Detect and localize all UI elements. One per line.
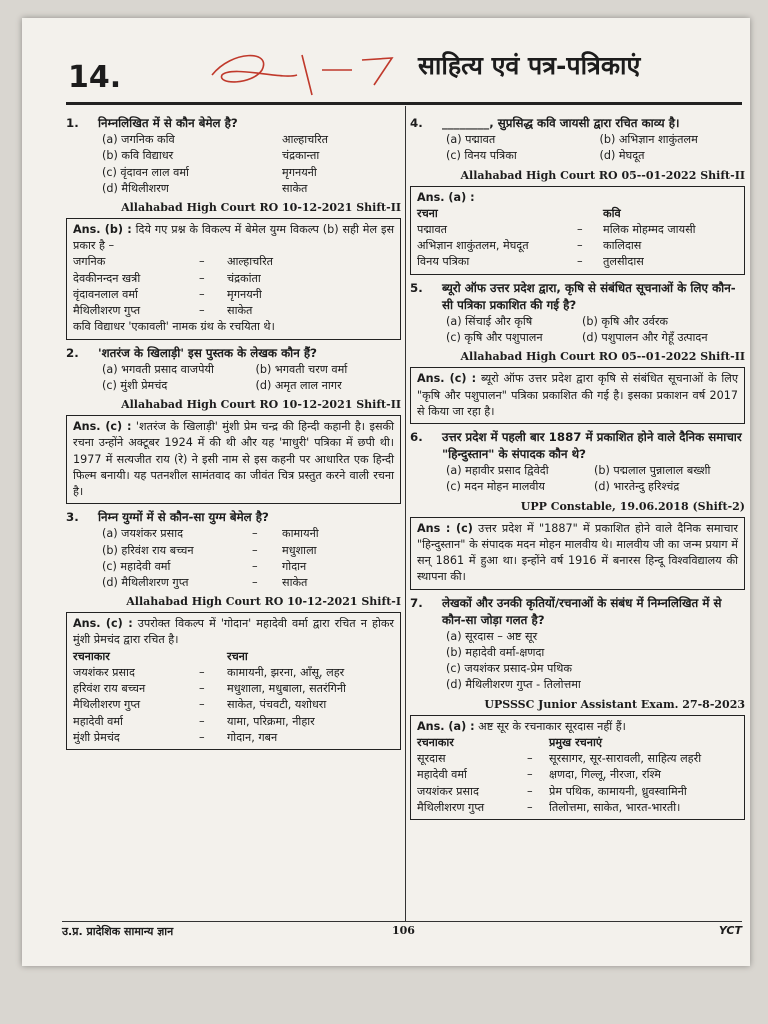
options: (a) सूरदास – अष्ट सूर (b) महादेवी वर्मा-क्षणदा (c) जयशंकर प्रसाद-प्रेम पथिक (d) मैथिलीशरण गुप्त - तिलोत्तमा [446, 629, 581, 692]
question-text: निम्न युग्मों में से कौन-सा युग्म बेमेल है? [98, 510, 269, 525]
question-3: 3. निम्न युग्मों में से कौन-सा युग्म बेमेल है? [66, 509, 401, 526]
chapter-number: 14. [68, 60, 122, 95]
question-2: 2. 'शतरंज के खिलाड़ी' इस पुस्तक के लेखक कौन हैं? [66, 345, 401, 362]
exam-source: UPSSSC Junior Assistant Exam. 27-8-2023 [484, 697, 745, 711]
options: (a) सिंचाई और कृषि (b) कृषि और उर्वरक (c) कृषि और पशुपालन (d) पशुपालन और गेहूँ उत्पादन [446, 314, 708, 345]
question-text: लेखकों और उनकी कृतियों/रचनाओं के संबंध में निम्नलिखित में से कौन-सा जोड़ा गलत है? [442, 595, 722, 627]
answer-box: Ans. (a) : अष्ट सूर के रचनाकार सूरदास नहीं हैं। रचनाकार प्रमुख रचनाएं सूरदास – सूरसागर, सूर-सारावली, साहित्य लहरी महादेवी वर्मा – क्षणदा, गिल्लू, नीरजा, रश्मि जयशंकर प्रसाद – प्रेम पथिक, कामायनी, ध्रुवस्वामिनी मैथिलीशरण गुप्त – तिलोत्तमा, साकेत, भारत-भारती। [410, 715, 745, 820]
answer-table: जयशंकर प्रसाद – कामायनी, झरना, आँसू, लहर हरिवंश राय बच्चन – मधुशाला, मधुबाला, सतरंगिनी मैथिलीशरण गुप्त – साकेत, पंचवटी, यशोधरा महादेवी वर्मा – यामा, परिक्रमा, नीहार मुंशी प्रेमचंद – गोदान, गबन [73, 665, 346, 744]
options: (a) महावीर प्रसाद द्विवेदी (b) पद्मलाल पुन्नालाल बख्शी (c) मदन मोहन मालवीय (d) भारतेन्दु हरिश्चंद्र [446, 464, 711, 494]
exam-source: Allahabad High Court RO 10-12-2021 Shift-II [121, 201, 401, 215]
options: (a) जयशंकर प्रसाद – कामायनी (b) हरिवंश राय बच्चन – मधुशाला (c) महादेवी वर्मा – गोदान (d) मैथिलीशरण गुप्त – साकेत [102, 527, 319, 590]
question-text: 'शतरंज के खिलाड़ी' इस पुस्तक के लेखक कौन हैं? [98, 345, 317, 360]
question-text: ब्यूरो ऑफ उत्तर प्रदेश द्वारा, कृषि से संबंधित सूचनाओं के लिए कौन-सी पत्रिका प्रकाशित की गई है? [442, 280, 736, 312]
chapter-title: साहित्य एवं पत्र-पत्रिकाएं [418, 51, 641, 80]
page-number: 106 [392, 924, 415, 937]
question-5: 5. ब्यूरो ऑफ उत्तर प्रदेश द्वारा, कृषि से संबंधित सूचनाओं के लिए कौन-सी पत्रिका प्रकाशित की गई है? [410, 280, 745, 314]
question-text: निम्नलिखित में से कौन बेमेल है? [98, 116, 238, 130]
answer-table: सूरदास – सूरसागर, सूर-सारावली, साहित्य लहरी महादेवी वर्मा – क्षणदा, गिल्लू, नीरजा, रश्मि जयशंकर प्रसाद – प्रेम पथिक, कामायनी, ध्रुवस्वामिनी मैथिलीशरण गुप्त – तिलोत्तमा, साकेत, भारत-भारती। [417, 752, 702, 814]
column-divider [405, 106, 406, 921]
book-page [22, 18, 750, 966]
exam-source: UPP Constable, 19.06.2018 (Shift-2) [520, 499, 745, 513]
options: (a) भगवती प्रसाद वाजपेयी (b) भगवती चरण वर्मा (c) मुंशी प्रेमचंद (d) अमृत लाल नागर [102, 362, 348, 392]
answer-box: Ans : (c) उत्तर प्रदेश में "1887" में प्रकाशित होने वाले दैनिक समाचार "हिन्दुस्तान" के संपादक मदन मोहन मालवीय थे। मालवीय जी का जन्म प्रयाग में सन् 1861 में हुआ था। इन्होंने वर्ष 1916 में बनारस हिन्दू विश्वविद्यालय की स्थापना की। [410, 517, 745, 590]
question-6: 6. उत्तर प्रदेश में पहली बार 1887 में प्रकाशित होने वाले दैनिक समाचार "हिन्दुस्तान" के संपादक कौन थे? [410, 429, 745, 463]
header-rule [66, 102, 742, 105]
options: (a) पद्मावत (b) अभिज्ञान शाकुंतलम (c) विनय पत्रिका (d) मेघदूत [446, 133, 698, 163]
answer-box: Ans. (a) : रचना कवि पद्मावत – मलिक मोहम्मद जायसी अभिज्ञान शाकुंतलम, मेघदूत – कालिदास विनय पत्रिका – तुलसीदास [410, 186, 745, 275]
answer-box: Ans. (c) : ब्यूरो ऑफ उत्तर प्रदेश द्वारा कृषि से संबंधित सूचनाओं के लिए "कृषि और पशुपालन" पत्रिका प्रकाशित की गई है। इसका प्रकाशन वर्ष 2017 से किया जा रहा है। [410, 367, 745, 424]
table-header: रचना कवि [417, 206, 621, 220]
exam-source: Allahabad High Court RO 05--01-2022 Shift-II [460, 350, 745, 364]
question-text: ________, सुप्रसिद्ध कवि जायसी द्वारा रचित काव्य है। [442, 116, 680, 130]
table-header: रचनाकार प्रमुख रचनाएं [417, 735, 603, 749]
question-4: 4. ________, सुप्रसिद्ध कवि जायसी द्वारा रचित काव्य है। [410, 115, 745, 132]
answer-note: कवि विद्याधर 'एकावली' नामक ग्रंथ के रचयिता थे। [73, 320, 275, 334]
question-7: 7. लेखकों और उनकी कृतियों/रचनाओं के संबंध में निम्नलिखित में से कौन-सा जोड़ा गलत है? [410, 595, 745, 629]
answer-box: Ans. (c) : उपरोक्त विकल्प में 'गोदान' महादेवी वर्मा द्वारा रचित न होकर मुंशी प्रेमचंद द्वारा रचित है। रचनाकार रचना जयशंकर प्रसाद – कामायनी, झरना, आँसू, लहर हरिवंश राय बच्चन – मधुशाला, मधुबाला, सतरंगिनी मैथिलीशरण गुप्त – साकेत, पंचवटी, यशोधरा महादेवी वर्मा – यामा, परिक्रमा, नीहार मुंशी प्रेमचंद – गोदान, गबन [66, 612, 401, 750]
left-column [66, 110, 401, 754]
exam-source: Allahabad High Court RO 10-12-2021 Shift-II [121, 398, 401, 412]
question-1: 1. निम्नलिखित में से कौन बेमेल है? [66, 115, 401, 132]
table-header: रचनाकार रचना [73, 649, 248, 663]
right-column [410, 110, 745, 824]
footer-book-title: उ.प्र. प्रादेशिक सामान्य ज्ञान [62, 925, 174, 938]
footer-rule [62, 921, 742, 922]
answer-table: पद्मावत – मलिक मोहम्मद जायसी अभिज्ञान शाकुंतलम, मेघदूत – कालिदास विनय पत्रिका – तुलसीदास [417, 222, 696, 269]
question-text: उत्तर प्रदेश में पहली बार 1887 में प्रकाशित होने वाले दैनिक समाचार "हिन्दुस्तान" के संपादक कौन थे? [442, 429, 742, 462]
options: (a) जगनिक कवि आल्हाचरित (b) कवि विद्याधर चंद्रकान्ता (c) वृंदावन लाल वर्मा मृगनयनी (d) मैथिलीशरण साकेत [102, 133, 329, 195]
exam-source: Allahabad High Court RO 05--01-2022 Shift-II [460, 168, 745, 182]
exam-source: Allahabad High Court RO 10-12-2021 Shift-I [126, 595, 401, 609]
answer-table: जगनिक – आल्हाचरित देवकीनन्दन खत्री – चंद्रकांता वृंदावनलाल वर्मा – मृगनयनी मैथिलीशरण गुप्त – साकेत [73, 255, 274, 318]
answer-box: Ans. (b) : दिये गए प्रश्न के विकल्प में बेमेल युग्म विकल्प (b) सही मेल इस प्रकार है – जगनिक – आल्हाचरित देवकीनन्दन खत्री – चंद्रकांता वृंदावनलाल वर्मा – मृगनयनी मैथिलीशरण गुप्त – साकेत कवि विद्याधर 'एकावली' नामक ग्रंथ के रचयिता थे। [66, 218, 401, 340]
handwritten-scribble [202, 40, 402, 100]
answer-box: Ans. (c) : 'शतरंज के खिलाड़ी' मुंशी प्रेम चन्द्र की हिन्दी कहानी है। इसकी रचना उन्होंने अक्टूबर 1924 में की थी और यह 'माधुरी' पत्रिका में छपी थी। 1977 में सत्यजीत राय (रे) ने इसी नाम से इस कहनी पर आधारित एक हिन्दी फिल्म बनायी। यह पतनशील सामंतवाद का जीवंत चित्र प्रस्तुत करने वाली रचना है। [66, 415, 401, 504]
publisher-logo: YCT [718, 924, 742, 937]
